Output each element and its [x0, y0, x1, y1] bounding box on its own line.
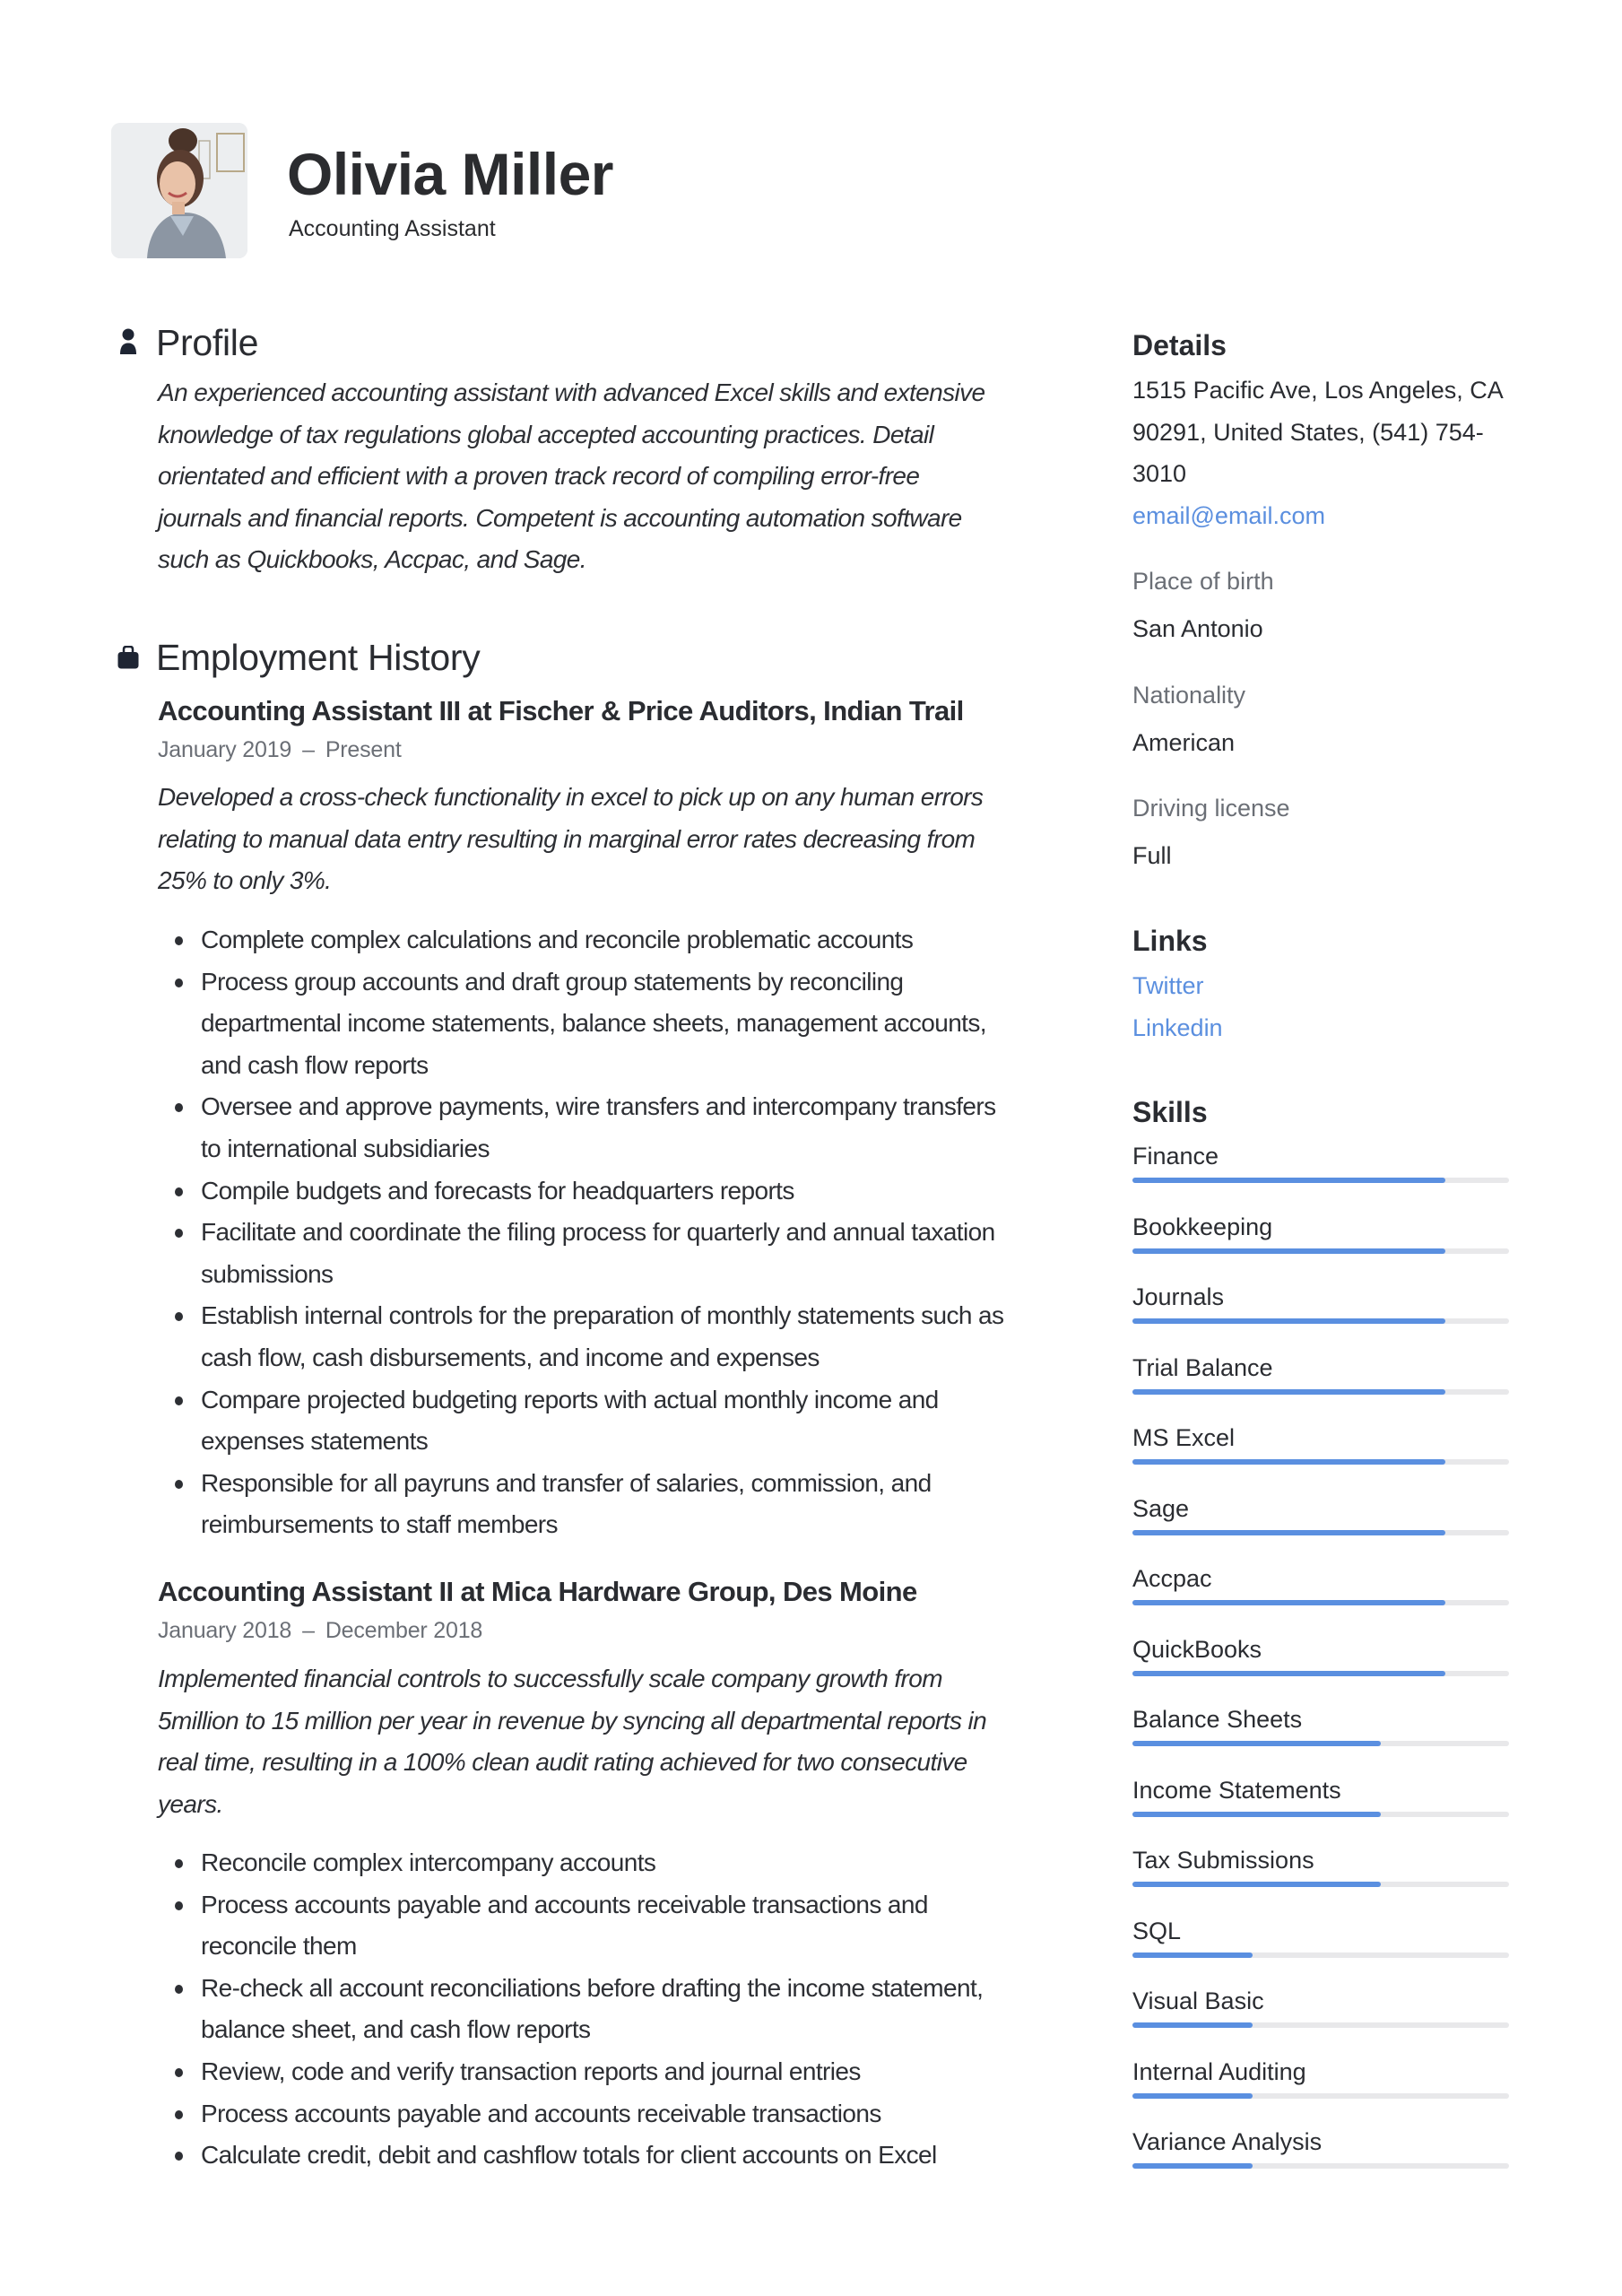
skill-level-fill — [1132, 1882, 1381, 1887]
job-end-date: Present — [325, 737, 402, 762]
email-link[interactable]: email@email.com — [1132, 502, 1325, 529]
job-title: Accounting Assistant II at Mica Hardware Group, Des Moine — [158, 1576, 917, 1607]
profile-line: such as Quickbooks, Accpac, and Sage. — [158, 545, 586, 574]
profile-summary — [158, 372, 1072, 581]
skill-level-bar — [1132, 1530, 1509, 1535]
skill-level-bar — [1132, 2022, 1509, 2028]
skill-item — [1132, 2056, 1509, 2088]
skill-level-fill — [1132, 1178, 1445, 1183]
skill-item — [1132, 1633, 1509, 1665]
briefcase-icon — [117, 646, 139, 669]
skill-label: Accpac — [1132, 1565, 1212, 1592]
job-start-date: January 2018 — [158, 1618, 292, 1643]
job-description — [158, 1658, 1081, 1825]
bullet-item: Complete complex calculations and reconcile problematic accounts — [158, 919, 1099, 961]
job-responsibilities — [158, 919, 1099, 1546]
skill-label: Variance Analysis — [1132, 2128, 1323, 2155]
bullet-item: Compile budgets and forecasts for headquarters reports — [158, 1170, 1099, 1213]
job-title: Accounting Assistant III at Fischer & Price Auditors, Indian Trail — [158, 695, 964, 726]
skill-level-bar — [1132, 1882, 1509, 1887]
skill-label: Bookkeeping — [1132, 1213, 1273, 1240]
address-line: 90291, United States, (541) 754- — [1132, 418, 1484, 446]
date-separator: – — [302, 737, 315, 762]
description-line: 25% to only 3%. — [158, 866, 332, 895]
skill-label: MS Excel — [1132, 1424, 1236, 1451]
skill-item — [1132, 1281, 1509, 1313]
address — [1132, 370, 1527, 495]
skill-level-fill — [1132, 1318, 1445, 1324]
description-line: real time, resulting in a 100% clean audit rating achieved for two consecutive — [158, 1748, 967, 1777]
job-end-date: December 2018 — [325, 1618, 483, 1643]
section-heading-links: Links — [1132, 925, 1208, 957]
bullet-item: Process accounts payable and accounts receivable transactions and reconcile them — [158, 1884, 1099, 1968]
job-description — [158, 777, 1081, 902]
profile-line: orientated and efficient with a proven track record of compiling error-free — [158, 462, 920, 491]
job-responsibilities — [158, 1842, 1099, 2177]
profile-line: knowledge of tax regulations global accepted accounting practices. Detail — [158, 420, 934, 448]
skill-item — [1132, 1492, 1509, 1525]
profile-photo — [111, 123, 247, 258]
skill-item — [1132, 1140, 1509, 1172]
skill-level-bar — [1132, 1459, 1509, 1465]
bullet-item: Responsible for all payruns and transfer of salaries, commission, and reimbursements to staff members — [158, 1463, 1099, 1546]
nationality-value: American — [1132, 729, 1236, 756]
bullet-item: Compare projected budgeting reports with actual monthly income and expenses statements — [158, 1379, 1099, 1463]
skill-label: QuickBooks — [1132, 1636, 1262, 1663]
skill-level-fill — [1132, 2022, 1253, 2028]
description-line: 5million to 15 million per year in revenue by syncing all departmental reports in — [158, 1706, 987, 1735]
skill-level-fill — [1132, 2163, 1253, 2169]
skill-level-bar — [1132, 1952, 1509, 1958]
candidate-name: Olivia Miller — [287, 141, 613, 207]
twitter-link[interactable]: Twitter — [1132, 972, 1204, 999]
bullet-item: Facilitate and coordinate the filing process for quarterly and annual taxation submissions — [158, 1212, 1099, 1295]
bullet-item: Calculate credit, debit and cashflow totals for client accounts on Excel — [158, 2135, 1099, 2177]
job-dates — [158, 1615, 482, 1646]
portrait-image — [111, 123, 247, 258]
skill-label: Sage — [1132, 1495, 1190, 1522]
skill-level-fill — [1132, 1741, 1381, 1746]
description-line: Developed a cross-check functionality in excel to pick up on any human errors — [158, 783, 984, 811]
skill-label: SQL — [1132, 1918, 1182, 1944]
place-of-birth-value: San Antonio — [1132, 615, 1263, 642]
linkedin-link[interactable]: Linkedin — [1132, 1014, 1223, 1041]
skill-level-fill — [1132, 1952, 1253, 1958]
skill-item — [1132, 1422, 1509, 1454]
skill-item — [1132, 1562, 1509, 1595]
address-line: 1515 Pacific Ave, Los Angeles, CA — [1132, 377, 1504, 404]
skill-item — [1132, 1844, 1509, 1876]
skill-level-fill — [1132, 1459, 1445, 1465]
description-line: Implemented financial controls to successfully scale company growth from — [158, 1665, 942, 1692]
nationality-label: Nationality — [1132, 682, 1246, 709]
skill-level-fill — [1132, 1600, 1445, 1605]
skill-level-fill — [1132, 2093, 1253, 2099]
skill-level-bar — [1132, 1671, 1509, 1676]
profile-line: journals and financial reports. Competent is accounting automation software — [158, 503, 962, 532]
description-line: years. — [158, 1789, 223, 1818]
skill-level-fill — [1132, 1389, 1445, 1395]
job-dates — [158, 735, 402, 765]
description-line: relating to manual data entry resulting in marginal error rates decreasing from — [158, 824, 976, 853]
bullet-item: Re-check all account reconciliations before drafting the income statement, balance sheet, and cash flow reports — [158, 1968, 1099, 2051]
skill-label: Income Statements — [1132, 1777, 1341, 1804]
skill-item — [1132, 1211, 1509, 1243]
skill-level-bar — [1132, 2093, 1509, 2099]
skill-level-bar — [1132, 1178, 1509, 1183]
skill-level-fill — [1132, 1812, 1381, 1817]
skill-item — [1132, 2126, 1509, 2158]
bullet-item: Process accounts payable and accounts receivable transactions — [158, 2093, 1099, 2135]
bullet-item: Review, code and verify transaction reports and journal entries — [158, 2051, 1099, 2093]
skill-level-bar — [1132, 1812, 1509, 1817]
bullet-item: Establish internal controls for the preparation of monthly statements such as cash flow, cash disbursements, and income and expenses — [158, 1295, 1099, 1378]
skill-level-fill — [1132, 1530, 1445, 1535]
bullet-item: Process group accounts and draft group statements by reconciling departmental income statements, balance sheets, management accounts, and cash flow reports — [158, 961, 1099, 1087]
date-separator: – — [302, 1618, 315, 1643]
profile-line: An experienced accounting assistant with advanced Excel skills and extensive — [158, 378, 985, 406]
bullet-item: Reconcile complex intercompany accounts — [158, 1842, 1099, 1884]
skill-level-bar — [1132, 1389, 1509, 1395]
section-heading-employment: Employment History — [156, 637, 481, 678]
skill-level-bar — [1132, 1600, 1509, 1605]
place-of-birth-label: Place of birth — [1132, 568, 1274, 595]
section-heading-profile: Profile — [156, 322, 259, 363]
skill-label: Trial Balance — [1132, 1354, 1273, 1381]
section-heading-details: Details — [1132, 329, 1227, 361]
skill-label: Internal Auditing — [1132, 2058, 1306, 2085]
skill-label: Tax Submissions — [1132, 1847, 1314, 1874]
skill-level-fill — [1132, 1248, 1445, 1254]
skill-item — [1132, 1703, 1509, 1735]
address-line: 3010 — [1132, 460, 1187, 487]
skill-label: Journals — [1132, 1283, 1225, 1310]
driving-license-label: Driving license — [1132, 795, 1290, 822]
candidate-title: Accounting Assistant — [289, 216, 496, 241]
skill-label: Visual Basic — [1132, 1987, 1264, 2014]
skill-level-fill — [1132, 1671, 1445, 1676]
skill-level-bar — [1132, 2163, 1509, 2169]
section-heading-skills: Skills — [1132, 1096, 1208, 1128]
job-start-date: January 2019 — [158, 737, 292, 762]
skill-item — [1132, 1774, 1509, 1806]
bullet-item: Oversee and approve payments, wire transfers and intercompany transfers to international subsidiaries — [158, 1086, 1099, 1170]
person-icon — [119, 328, 137, 355]
driving-license-value: Full — [1132, 842, 1172, 869]
skill-level-bar — [1132, 1318, 1509, 1324]
skill-label: Balance Sheets — [1132, 1706, 1303, 1733]
skill-item — [1132, 1915, 1509, 1947]
skill-level-bar — [1132, 1248, 1509, 1254]
skill-item — [1132, 1985, 1509, 2017]
skill-level-bar — [1132, 1741, 1509, 1746]
skill-label: Finance — [1132, 1143, 1219, 1170]
skill-item — [1132, 1352, 1509, 1384]
